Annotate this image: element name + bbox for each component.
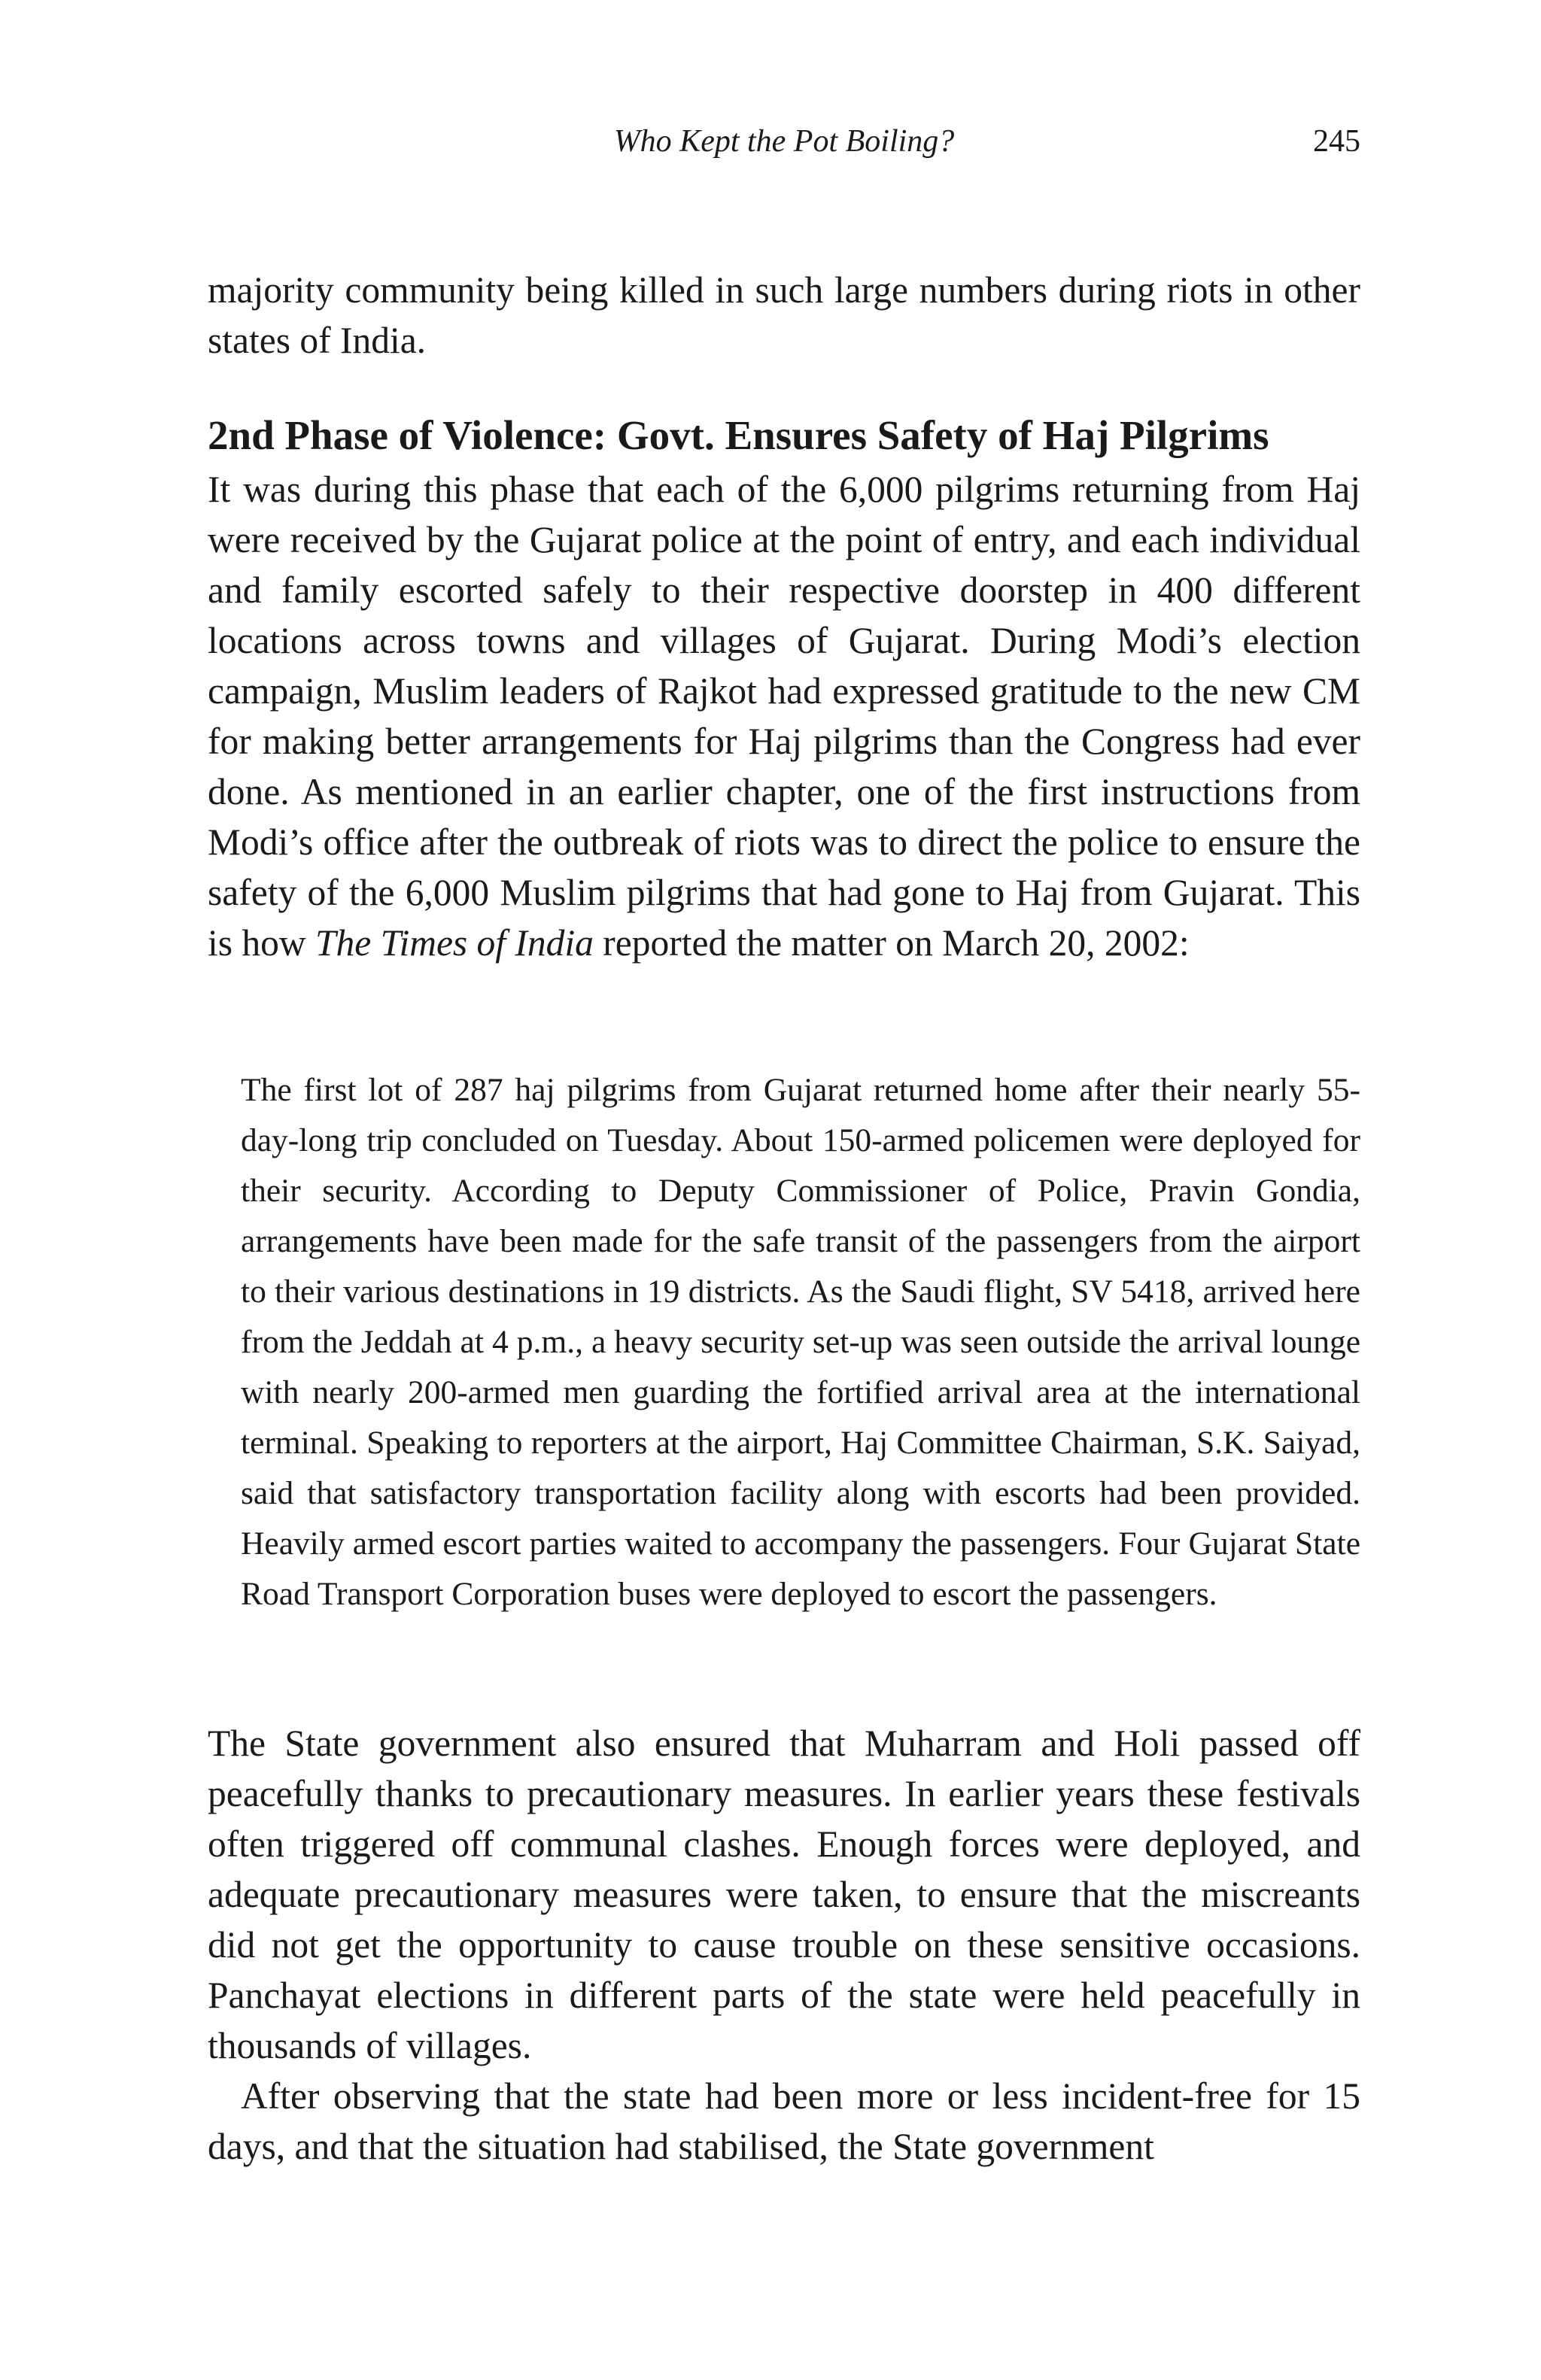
paragraph-festivals: The State government also ensured that Muharram and Holi passed off peacefully thanks to precautionary measures. In earlier years these festivals often triggered off communal clashes. Enough forces were deployed, and adequate precautionary measures were taken, to ensure that the miscreants did not get the opportunity to cause trouble on these sensitive occasions. Panchayat elections in different parts of the state were held peacefully in thousands of villages. (208, 1723, 1360, 2066)
publication-title: The Times of India (315, 922, 594, 964)
paragraph-continuation: After observing that the state had been more or less incident-free for 15 days, and that the situation had stabilised, the State government (208, 2075, 1360, 2167)
section-heading: 2nd Phase of Violence: Govt. Ensures Safety of Haj Pilgrims (208, 412, 1269, 458)
opening-paragraph: majority community being killed in such large numbers during riots in other states of India. (208, 269, 1360, 361)
paragraph-haj-pilgrims (208, 464, 1360, 968)
running-title: Who Kept the Pot Boiling? (613, 124, 955, 159)
block-quote: The first lot of 287 haj pilgrims from Gujarat returned home after their nearly 55-day-long trip concluded on Tuesday. About 150-armed policemen were deployed for their security. According to Deputy Commissioner of Police, Pravin Gondia, arrangements have been made for the safe transit of the passengers from the airport to their various destinations in 19 districts. As the Saudi flight, SV 5418, arrived here from the Jeddah at 4 p.m., a heavy security set-up was seen outside the arrival lounge with nearly 200-armed men guarding the fortified arrival area at the international terminal. Speaking to reporters at the airport, Haj Committee Chairman, S.K. Saiyad, said that satisfactory transportation facility along with escorts had been provided. Heavily armed escort parties waited to accompany the passengers. Four Gujarat State Road Transport Corporation buses were deployed to escort the passengers. (241, 1072, 1360, 1612)
running-header (208, 119, 1360, 164)
paragraph-text-lead: It was during this phase that each of the 6,000 pilgrims returning from Haj were received by the Gujarat police at the point of entry, and each individual and family escorted safely to their respective doorstep in 400 different locations across towns and villages of Gujarat. During Modi’s election campaign, Muslim leaders of Rajkot had expressed gratitude to the new CM for making better arrangements for Haj pilgrims than the Congress had ever done. As mentioned in an earlier chapter, one of the first instructions from Modi’s office after the outbreak of riots was to direct the police to ensure the safety of the 6,000 Muslim pilgrims that had gone to Haj from Gujarat. This is how (208, 469, 1360, 964)
page-number: 245 (1313, 124, 1360, 159)
paragraph-text-tail: reported the matter on March 20, 2002: (593, 922, 1190, 964)
